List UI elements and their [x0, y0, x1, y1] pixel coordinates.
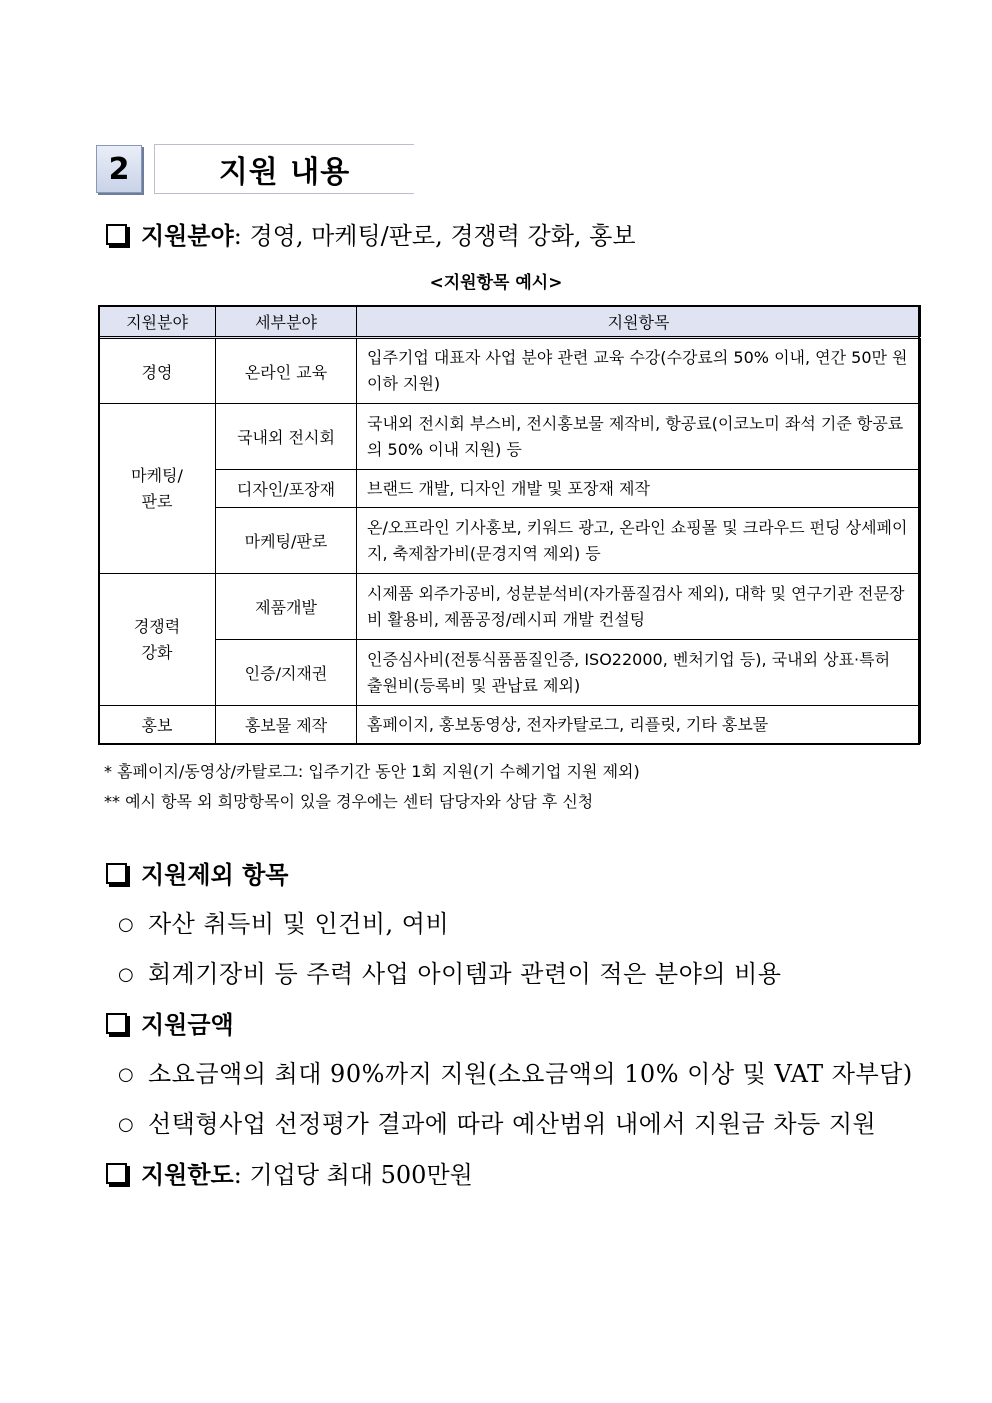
limit-label: 지원한도: [141, 1161, 234, 1189]
item-cell: 입주기업 대표자 사업 분야 관련 교육 수강(수강료의 50% 이내, 연간 50만 원 이하 지원): [357, 338, 921, 404]
note-1: * 홈페이지/동영상/카탈로그: 입주기간 동안 1회 지원(기 수혜기업 지원 제외): [104, 762, 640, 781]
circle-bullet-icon: ○: [118, 1114, 135, 1135]
item-cell: 홈페이지, 홍보동영상, 전자카탈로그, 리플릿, 기타 홍보물: [357, 706, 921, 744]
amount-label: 지원금액: [141, 1011, 234, 1039]
header-subfield: 세부분야: [216, 306, 357, 338]
subfield-cell: 인증/지재권: [216, 640, 357, 706]
exclusion-item: [118, 904, 449, 939]
table-row: [99, 338, 921, 404]
circle-bullet-icon: ○: [118, 964, 135, 985]
subfield-cell: 온라인 교육: [216, 338, 357, 404]
exclusions-heading: [106, 855, 288, 890]
checkbox-square-icon: [106, 1163, 127, 1184]
subfield-cell: 디자인/포장재: [216, 470, 357, 508]
section-title: 지원 내용: [154, 144, 414, 194]
item-cell: 인증심사비(전통식품품질인증, ISO22000, 벤처기업 등), 국내외 상표·특허 출원비(등록비 및 관납료 제외): [357, 640, 921, 706]
subfield-cell: 마케팅/판로: [216, 508, 357, 574]
amount-item-text: 소요금액의 최대 90%까지 지원(소요금액의 10% 이상 및 VAT 자부담): [148, 1060, 913, 1088]
exclusion-item-text: 자산 취득비 및 인건비, 여비: [148, 910, 450, 938]
table-row: [99, 706, 921, 744]
field-cell: 경쟁력 강화: [99, 574, 216, 706]
header-item: 지원항목: [357, 306, 921, 338]
table-row: [99, 508, 921, 574]
support-fields-text: : 경영, 마케팅/판로, 경쟁력 강화, 홍보: [233, 222, 636, 250]
support-items-table: [98, 305, 921, 744]
field-cell: 마케팅/ 판로: [99, 404, 216, 574]
section-number: 2: [96, 145, 142, 193]
table-header-row: [99, 306, 921, 338]
item-cell: 시제품 외주가공비, 성분분석비(자가품질검사 제외), 대학 및 연구기관 전문장비 활용비, 제품공정/레시피 개발 컨설팅: [357, 574, 921, 640]
item-cell: 국내외 전시회 부스비, 전시홍보물 제작비, 항공료(이코노미 좌석 기준 항공료의 50% 이내 지원) 등: [357, 404, 921, 470]
support-fields-label: 지원분야: [141, 222, 234, 250]
limit-line: [106, 1155, 473, 1190]
item-cell: 브랜드 개발, 디자인 개발 및 포장재 제작: [357, 470, 921, 508]
field-cell: 경영: [99, 338, 216, 404]
table-row: [99, 574, 921, 640]
exclusion-item: [118, 954, 781, 989]
subfield-cell: 국내외 전시회: [216, 404, 357, 470]
subfield-cell: 홍보물 제작: [216, 706, 357, 744]
amount-item: [118, 1054, 913, 1089]
exclusions-label: 지원제외 항목: [141, 861, 289, 889]
checkbox-square-icon: [106, 863, 127, 884]
exclusion-item-text: 회계기장비 등 주력 사업 아이템과 관련이 적은 분야의 비용: [148, 960, 782, 988]
subfield-cell: 제품개발: [216, 574, 357, 640]
table-caption: <지원항목 예시>: [429, 273, 563, 293]
circle-bullet-icon: ○: [118, 1064, 135, 1085]
checkbox-square-icon: [106, 224, 127, 245]
checkbox-square-icon: [106, 1013, 127, 1034]
table-row: [99, 404, 921, 470]
amount-item-text: 선택형사업 선정평가 결과에 따라 예산범위 내에서 지원금 차등 지원: [148, 1110, 877, 1138]
item-cell: 온/오프라인 기사홍보, 키워드 광고, 온라인 쇼핑몰 및 크라우드 펀딩 상세페이지, 축제참가비(문경지역 제외) 등: [357, 508, 921, 574]
table-row: [99, 470, 921, 508]
support-fields-line: [106, 216, 636, 251]
amount-item: [118, 1104, 876, 1139]
circle-bullet-icon: ○: [118, 914, 135, 935]
table-row: [99, 640, 921, 706]
field-cell: 홍보: [99, 706, 216, 744]
header-field: 지원분야: [99, 306, 216, 338]
limit-text: : 기업당 최대 500만원: [233, 1161, 473, 1189]
amount-heading: [106, 1005, 234, 1040]
note-2: ** 예시 항목 외 희망항목이 있을 경우에는 센터 담당자와 상담 후 신청: [104, 792, 594, 811]
